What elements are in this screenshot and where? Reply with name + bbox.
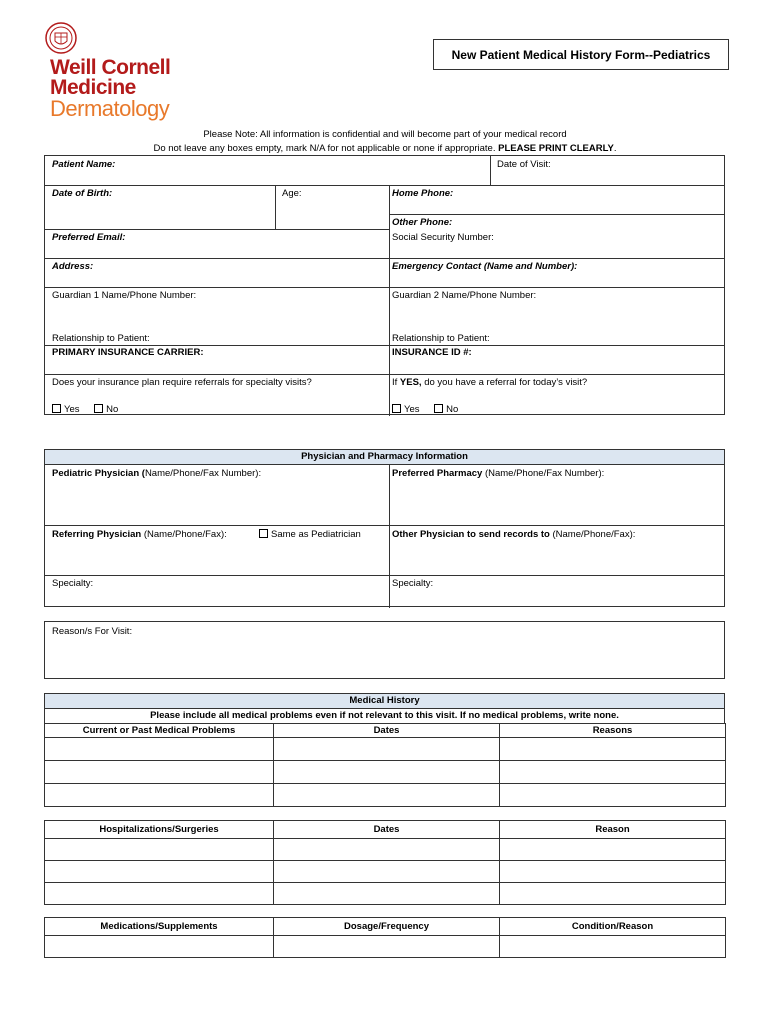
cell[interactable] bbox=[274, 883, 500, 905]
referring-physician-field[interactable] bbox=[52, 529, 227, 540]
col-header-medications: Medications/Supplements bbox=[45, 918, 274, 936]
pharmacy-bold: Preferred Pharmacy bbox=[392, 468, 485, 479]
referral-no-checkbox[interactable] bbox=[94, 404, 124, 415]
patient-name-field[interactable]: Patient Name: bbox=[52, 159, 116, 170]
cell[interactable] bbox=[45, 761, 274, 784]
home-phone-field[interactable]: Home Phone: bbox=[392, 188, 454, 199]
col-header-reasons: Reasons bbox=[500, 724, 726, 738]
other-physician-rest: (Name/Phone/Fax): bbox=[552, 529, 636, 540]
col-header-hosp-dates: Dates bbox=[274, 821, 500, 839]
pediatric-physician-bold: Pediatric Physician ( bbox=[52, 468, 145, 479]
pediatric-physician-rest: Name/Phone/Fax Number): bbox=[144, 468, 262, 479]
same-as-pediatrician-checkbox[interactable] bbox=[259, 529, 361, 540]
notice-line2-text: Do not leave any boxes empty, mark N/A for not applicable or none if appropriate. bbox=[153, 143, 499, 154]
cornell-seal-icon bbox=[45, 22, 77, 54]
print-clearly: PLEASE PRINT CLEARLY bbox=[498, 143, 614, 154]
col-header-hosp-reason: Reason bbox=[500, 821, 726, 839]
other-phone-field[interactable]: Other Phone: bbox=[392, 217, 453, 228]
guardian1-field[interactable]: Guardian 1 Name/Phone Number: bbox=[52, 290, 197, 301]
emergency-contact-field[interactable]: Emergency Contact (Name and Number): bbox=[392, 261, 578, 272]
other-physician-bold: Other Physician to send records to bbox=[392, 529, 553, 540]
brand-line3: Dermatology bbox=[50, 96, 170, 121]
other-physician-field[interactable] bbox=[392, 529, 635, 540]
referral-followup-prefix: If bbox=[392, 377, 400, 388]
medical-history-instruction: Please include all medical problems even if not relevant to this visit. If no medical problems, write none. bbox=[150, 710, 619, 721]
ssn-field[interactable]: Social Security Number: bbox=[392, 232, 494, 243]
specialty2-field[interactable]: Specialty: bbox=[392, 578, 434, 589]
yes-label: Yes bbox=[64, 404, 80, 415]
age-field[interactable]: Age: bbox=[282, 188, 302, 199]
cell[interactable] bbox=[274, 861, 500, 883]
cell[interactable] bbox=[500, 936, 726, 958]
table-row bbox=[45, 839, 726, 861]
notice-line2-end: . bbox=[613, 143, 617, 154]
physician-section bbox=[44, 449, 725, 607]
cell[interactable] bbox=[274, 761, 500, 784]
cell[interactable] bbox=[274, 839, 500, 861]
brand-logo bbox=[50, 58, 170, 119]
cell[interactable] bbox=[274, 936, 500, 958]
have-referral-no-checkbox[interactable] bbox=[434, 404, 464, 415]
preferred-pharmacy-field[interactable] bbox=[392, 468, 604, 479]
have-referral-options bbox=[392, 404, 470, 415]
pharmacy-rest: (Name/Phone/Fax Number): bbox=[484, 468, 605, 479]
cell[interactable] bbox=[45, 784, 274, 807]
cell[interactable] bbox=[500, 784, 726, 807]
table-row bbox=[45, 861, 726, 883]
cell[interactable] bbox=[45, 738, 274, 761]
email-field[interactable]: Preferred Email: bbox=[52, 232, 126, 243]
referring-rest: (Name/Phone/Fax): bbox=[143, 529, 227, 540]
no-label: No bbox=[446, 404, 459, 415]
notice-line2 bbox=[0, 143, 770, 154]
have-referral-yes-checkbox[interactable] bbox=[392, 404, 426, 415]
col-header-hospitalizations: Hospitalizations/Surgeries bbox=[45, 821, 274, 839]
cell[interactable] bbox=[500, 738, 726, 761]
referral-followup-rest: do you have a referral for today’s visit? bbox=[421, 377, 588, 388]
relationship1-field[interactable]: Relationship to Patient: bbox=[52, 333, 150, 344]
guardian2-field[interactable]: Guardian 2 Name/Phone Number: bbox=[392, 290, 537, 301]
brand-line2: Medicine bbox=[50, 76, 136, 99]
reason-label: Reason/s For Visit: bbox=[52, 626, 133, 637]
table-row bbox=[45, 761, 726, 784]
referral-followup-yes: YES, bbox=[399, 377, 422, 388]
insurance-id-field[interactable]: INSURANCE ID #: bbox=[392, 347, 472, 358]
col-header-dosage: Dosage/Frequency bbox=[274, 918, 500, 936]
relationship2-field[interactable]: Relationship to Patient: bbox=[392, 333, 490, 344]
cell[interactable] bbox=[500, 861, 726, 883]
insurance-carrier-field[interactable]: PRIMARY INSURANCE CARRIER: bbox=[52, 347, 204, 358]
date-of-visit-field[interactable]: Date of Visit: bbox=[497, 159, 551, 170]
table-row bbox=[45, 784, 726, 807]
cell[interactable] bbox=[45, 839, 274, 861]
yes-label: Yes bbox=[404, 404, 420, 415]
patient-info-section bbox=[44, 155, 725, 415]
cell[interactable] bbox=[45, 861, 274, 883]
medical-history-header-box bbox=[44, 693, 725, 723]
hospitalizations-table bbox=[44, 820, 726, 905]
referral-question: Does your insurance plan require referrals for specialty visits? bbox=[52, 377, 312, 388]
col-header-condition: Condition/Reason bbox=[500, 918, 726, 936]
referral-followup bbox=[392, 377, 587, 388]
medical-history-header: Medical History bbox=[45, 694, 724, 709]
table-row bbox=[45, 738, 726, 761]
dob-field[interactable]: Date of Birth: bbox=[52, 188, 113, 199]
cell[interactable] bbox=[45, 883, 274, 905]
notice-line1: Please Note: All information is confidential and will become part of your medical record bbox=[203, 129, 567, 140]
specialty1-field[interactable]: Specialty: bbox=[52, 578, 94, 589]
referring-bold: Referring Physician bbox=[52, 529, 144, 540]
medications-table bbox=[44, 917, 726, 958]
col-header-problems: Current or Past Medical Problems bbox=[45, 724, 274, 738]
medical-history-table bbox=[44, 723, 726, 807]
same-as-label: Same as Pediatrician bbox=[271, 529, 361, 540]
cell[interactable] bbox=[500, 883, 726, 905]
cell[interactable] bbox=[274, 784, 500, 807]
referral-required-options bbox=[52, 404, 130, 415]
cell[interactable] bbox=[274, 738, 500, 761]
table-row bbox=[45, 936, 726, 958]
col-header-dates: Dates bbox=[274, 724, 500, 738]
reason-section[interactable] bbox=[44, 621, 725, 679]
pediatric-physician-field[interactable] bbox=[52, 468, 261, 479]
cell[interactable] bbox=[500, 839, 726, 861]
cell[interactable] bbox=[45, 936, 274, 958]
cell[interactable] bbox=[500, 761, 726, 784]
form-title: New Patient Medical History Form--Pediatrics bbox=[433, 39, 729, 70]
referral-yes-checkbox[interactable] bbox=[52, 404, 86, 415]
address-field[interactable]: Address: bbox=[52, 261, 94, 272]
no-label: No bbox=[106, 404, 119, 415]
table-row bbox=[45, 883, 726, 905]
physician-header: Physician and Pharmacy Information bbox=[45, 450, 724, 465]
brand-line1: Weill Cornell bbox=[50, 56, 171, 79]
